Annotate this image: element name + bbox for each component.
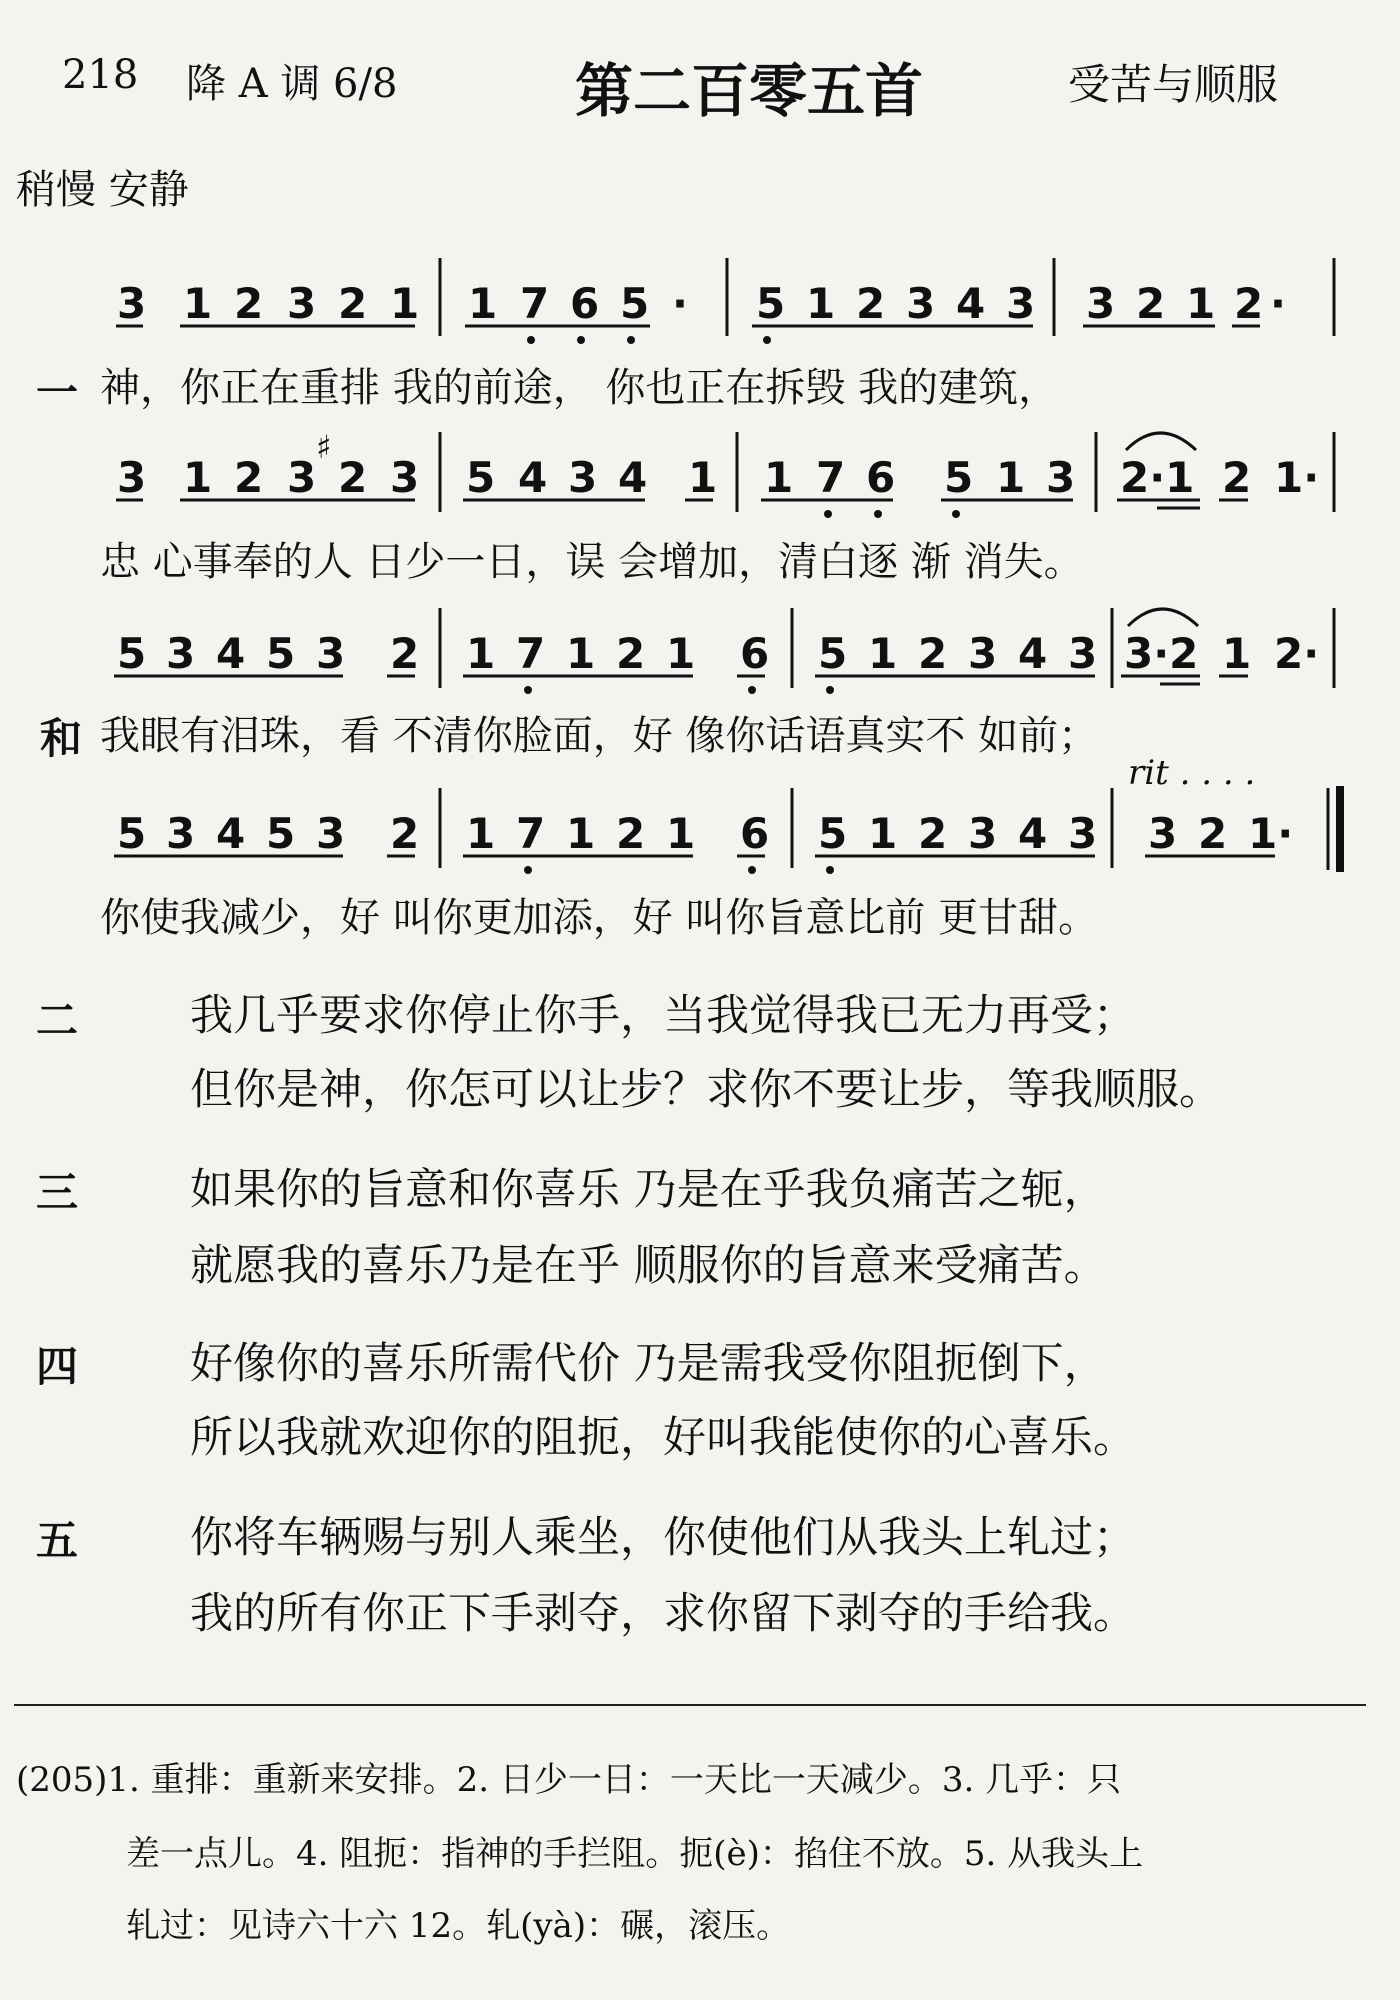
svg-text:2·1: 2·1 (1120, 453, 1195, 502)
svg-text:1: 1 (390, 279, 420, 328)
svg-text:5: 5 (117, 809, 147, 858)
svg-text:4: 4 (618, 453, 648, 502)
verse-3-mark: 三 (36, 1168, 79, 1217)
svg-text:6: 6 (570, 279, 600, 328)
lyric-line-1: 神，你正在重排 我的前途， 你也正在拆毁 我的建筑， (100, 365, 1059, 411)
svg-text:rit . . . .: rit . . . . (1128, 753, 1256, 793)
svg-text:3: 3 (316, 629, 346, 678)
svg-text:2: 2 (856, 279, 886, 328)
page-number: 218 (62, 52, 139, 98)
footnote-line-2: 差一点儿。4. 阻扼：指神的手拦阻。扼(è)：掐住不放。5. 从我头上 (126, 1834, 1144, 1874)
svg-text:2: 2 (616, 629, 646, 678)
jianpu-score (0, 0, 1400, 960)
svg-text:3: 3 (287, 453, 317, 502)
svg-text:6: 6 (740, 629, 770, 678)
verse-2-mark: 二 (36, 996, 79, 1045)
svg-text:1: 1 (1186, 279, 1216, 328)
footnote-line-1: (205)1. 重排：重新来安排。2. 日少一日：一天比一天减少。3. 几乎：只 (16, 1760, 1122, 1800)
svg-text:4: 4 (216, 629, 246, 678)
svg-text:5: 5 (818, 809, 848, 858)
svg-text:♯: ♯ (316, 428, 332, 466)
svg-text:4: 4 (956, 279, 986, 328)
svg-text:1: 1 (468, 279, 498, 328)
svg-text:1: 1 (666, 629, 696, 678)
svg-text:3: 3 (166, 629, 196, 678)
svg-text:7: 7 (816, 453, 846, 502)
svg-text:5: 5 (818, 629, 848, 678)
verse-5-mark: 五 (36, 1516, 79, 1565)
svg-text:5: 5 (466, 453, 496, 502)
score-row-2 (117, 453, 1319, 502)
svg-text:3: 3 (1068, 629, 1098, 678)
svg-text:7: 7 (516, 809, 546, 858)
verse-4-line-2: 所以我就欢迎你的阻扼，好叫我能使你的心喜乐。 (190, 1413, 1136, 1463)
svg-text:3: 3 (166, 809, 196, 858)
verse-4-line-1: 好像你的喜乐所需代价 乃是需我受你阻扼倒下， (190, 1339, 1107, 1389)
svg-text:1: 1 (183, 279, 213, 328)
svg-text:5: 5 (620, 279, 650, 328)
hymn-title: 第二百零五首 (575, 57, 924, 125)
svg-text:4: 4 (518, 453, 548, 502)
svg-text:2: 2 (1234, 279, 1264, 328)
verse-1-mark: 一 (36, 368, 79, 417)
score-row-1 (117, 279, 1286, 328)
svg-text:·: · (1270, 279, 1286, 328)
svg-text:3: 3 (1068, 809, 1098, 858)
svg-text:3: 3 (1046, 453, 1076, 502)
key-time-signature: 降 A 调 6/8 (186, 61, 398, 107)
refrain-mark: 和 (40, 714, 83, 763)
lyric-line-3: 我眼有泪珠，看 不清你脸面，好 像你话语真实不 如前； (100, 713, 1099, 759)
svg-text:7: 7 (520, 279, 550, 328)
score-row-3 (117, 629, 1319, 678)
svg-text:1: 1 (466, 809, 496, 858)
svg-text:1: 1 (666, 809, 696, 858)
verse-3-line-2: 就愿我的喜乐乃是在乎 顺服你的旨意来受痛苦。 (190, 1241, 1107, 1291)
verse-5-line-1: 你将车辆赐与别人乘坐，你使他们从我头上轧过； (190, 1513, 1136, 1563)
svg-text:2: 2 (390, 809, 420, 858)
svg-text:4: 4 (216, 809, 246, 858)
svg-text:2: 2 (1222, 453, 1252, 502)
svg-text:1: 1 (1222, 629, 1252, 678)
svg-text:2: 2 (390, 629, 420, 678)
svg-text:3: 3 (906, 279, 936, 328)
svg-text:7: 7 (516, 629, 546, 678)
svg-text:2·: 2· (1274, 629, 1320, 678)
svg-text:1: 1 (566, 809, 596, 858)
verse-5-line-2: 我的所有你正下手剥夺，求你留下剥夺的手给我。 (190, 1589, 1136, 1639)
svg-text:·: · (672, 279, 688, 328)
lyric-line-4: 你使我减少，好 叫你更加添，好 叫你旨意比前 更甘甜。 (100, 895, 1099, 941)
svg-text:6: 6 (740, 809, 770, 858)
footnote-line-3: 轧过：见诗六十六 12。轧(yà)：碾，滚压。 (126, 1906, 791, 1946)
svg-text:2: 2 (338, 279, 368, 328)
svg-text:1: 1 (183, 453, 213, 502)
svg-text:4: 4 (1018, 809, 1048, 858)
svg-text:3: 3 (287, 279, 317, 328)
svg-text:3: 3 (390, 453, 420, 502)
svg-text:1: 1 (688, 453, 718, 502)
svg-text:1: 1 (806, 279, 836, 328)
svg-text:3: 3 (568, 453, 598, 502)
svg-text:3: 3 (316, 809, 346, 858)
svg-text:2: 2 (234, 279, 264, 328)
svg-text:5: 5 (266, 629, 296, 678)
svg-text:2: 2 (1198, 809, 1228, 858)
svg-text:1: 1 (868, 809, 898, 858)
svg-text:5: 5 (266, 809, 296, 858)
lyric-line-2: 忠 心事奉的人 日少一日，误 会增加，清白逐 渐 消失。 (100, 539, 1084, 585)
verse-3-line-1: 如果你的旨意和你喜乐 乃是在乎我负痛苦之轭， (190, 1165, 1107, 1215)
svg-text:3: 3 (1148, 809, 1178, 858)
svg-text:5: 5 (756, 279, 786, 328)
verse-2-line-1: 我几乎要求你停止你手，当我觉得我已无力再受； (190, 991, 1136, 1041)
svg-text:3: 3 (117, 453, 147, 502)
tempo-marking: 稍慢 安静 (16, 167, 189, 213)
svg-text:1: 1 (868, 629, 898, 678)
svg-text:1: 1 (764, 453, 794, 502)
svg-text:2: 2 (338, 453, 368, 502)
svg-text:1: 1 (566, 629, 596, 678)
svg-text:2: 2 (234, 453, 264, 502)
svg-text:6: 6 (866, 453, 896, 502)
svg-text:2: 2 (918, 629, 948, 678)
svg-text:3: 3 (1086, 279, 1116, 328)
verse-2-line-2: 但你是神，你怎可以让步？求你不要让步，等我顺服。 (190, 1065, 1222, 1115)
svg-text:5: 5 (944, 453, 974, 502)
svg-text:3: 3 (117, 279, 147, 328)
svg-text:4: 4 (1018, 629, 1048, 678)
svg-text:2: 2 (616, 809, 646, 858)
score-row-4 (117, 809, 1293, 858)
score-row-1-text (0, 0, 1, 1)
svg-text:1: 1 (996, 453, 1026, 502)
svg-text:1·: 1· (1274, 453, 1320, 502)
svg-text:3·2: 3·2 (1124, 629, 1199, 678)
svg-text:5: 5 (117, 629, 147, 678)
verse-4-mark: 四 (36, 1342, 79, 1391)
svg-text:3: 3 (1006, 279, 1036, 328)
svg-text:1·: 1· (1248, 809, 1294, 858)
svg-text:3: 3 (968, 629, 998, 678)
svg-text:1: 1 (466, 629, 496, 678)
svg-text:2: 2 (1136, 279, 1166, 328)
footnote-divider (14, 1704, 1366, 1706)
hymn-subtitle: 受苦与顺服 (1068, 60, 1279, 109)
svg-text:3: 3 (968, 809, 998, 858)
svg-text:2: 2 (918, 809, 948, 858)
